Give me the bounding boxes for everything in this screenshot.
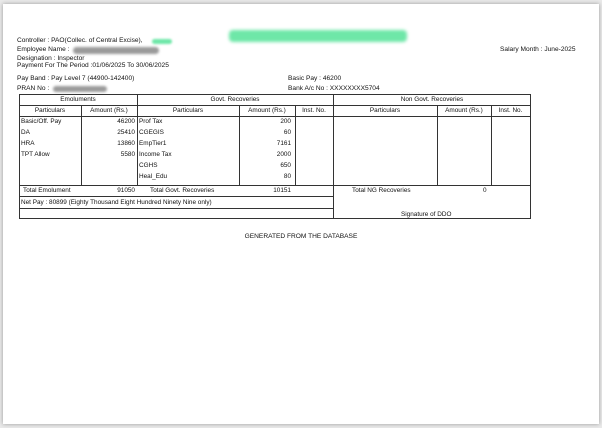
total-govt-value: 10151 <box>273 187 291 194</box>
bank-account: Bank A/c No : XXXXXXXX5704 <box>288 85 380 92</box>
govt-recovery-name: Heal_Edu <box>139 173 168 180</box>
basic-pay: Basic Pay : 46200 <box>288 75 342 82</box>
emolument-amount: 46200 <box>117 118 135 125</box>
col-particulars: Particulars <box>34 107 66 114</box>
govt-recovery-name: CGEGIS <box>139 129 164 136</box>
col-amount: Amount (Rs.) <box>90 107 128 114</box>
emolument-name: DA <box>21 129 30 136</box>
payment-period: Payment For The Period :01/06/2025 To 30/06/2025 <box>17 62 169 69</box>
govt-recovery-name: EmpTier1 <box>139 140 167 147</box>
emolument-amount: 5580 <box>120 151 135 158</box>
pay-band: Pay Band : Pay Level 7 (44900-142400) <box>17 75 135 82</box>
col-particulars: Particulars <box>172 107 204 114</box>
govt-recovery-amount: 80 <box>283 173 291 180</box>
emolument-name: TPT Allow <box>21 151 50 158</box>
payslip-page <box>3 4 599 424</box>
emolument-name: Basic/Off. Pay <box>21 118 62 125</box>
total-emolument-value: 91050 <box>117 187 135 194</box>
redacted-pran <box>53 86 107 92</box>
redacted-title <box>229 30 407 42</box>
total-govt-label: Total Govt. Recoveries <box>150 187 215 194</box>
controller-text: Controller : PAO(Collec. of Central Excise), <box>17 37 143 44</box>
emolument-name: HRA <box>21 140 35 147</box>
salary-month: Salary Month : June-2025 <box>500 46 576 53</box>
signature-of-ddo: Signature of DDO <box>401 211 452 218</box>
employee-name-label: Employee Name : <box>17 46 70 53</box>
redacted-office <box>152 39 172 44</box>
total-ng-label: Total NG Recoveries <box>352 187 411 194</box>
col-amount: Amount (Rs.) <box>445 107 483 114</box>
govt-recovery-amount: 2000 <box>276 151 291 158</box>
salary-table <box>19 94 531 218</box>
govt-recovery-name: Prof Tax <box>139 118 163 125</box>
govt-recovery-amount: 60 <box>283 129 291 136</box>
designation: Designation : Inspector <box>17 55 85 62</box>
redacted-employee-name <box>73 47 159 54</box>
govt-recovery-name: Income Tax <box>139 151 172 158</box>
govt-recovery-amount: 650 <box>280 162 291 169</box>
col-inst-no: Inst. No. <box>498 107 523 114</box>
total-emolument-label: Total Emolument <box>23 187 71 194</box>
emolument-amount: 25410 <box>117 129 135 136</box>
col-amount: Amount (Rs.) <box>248 107 286 114</box>
govt-recovery-amount: 200 <box>280 118 291 125</box>
govt-recovery-amount: 7161 <box>276 140 291 147</box>
col-inst-no: Inst. No. <box>302 107 326 114</box>
section-govt-recoveries: Govt. Recoveries <box>210 96 260 103</box>
net-pay: Net Pay : 80899 (Eighty Thousand Eight Hundred Ninety Nine only) <box>21 199 212 206</box>
col-particulars: Particulars <box>369 107 401 114</box>
generated-footer: GENERATED FROM THE DATABASE <box>244 233 358 240</box>
govt-recovery-name: CGHS <box>139 162 158 169</box>
emolument-amount: 13860 <box>117 140 135 147</box>
section-nongovt-recoveries: Non Govt. Recoveries <box>400 96 464 103</box>
total-ng-value: 0 <box>483 187 487 194</box>
section-emoluments: Emoluments <box>60 96 96 103</box>
pran-label: PRAN No : <box>17 85 50 92</box>
